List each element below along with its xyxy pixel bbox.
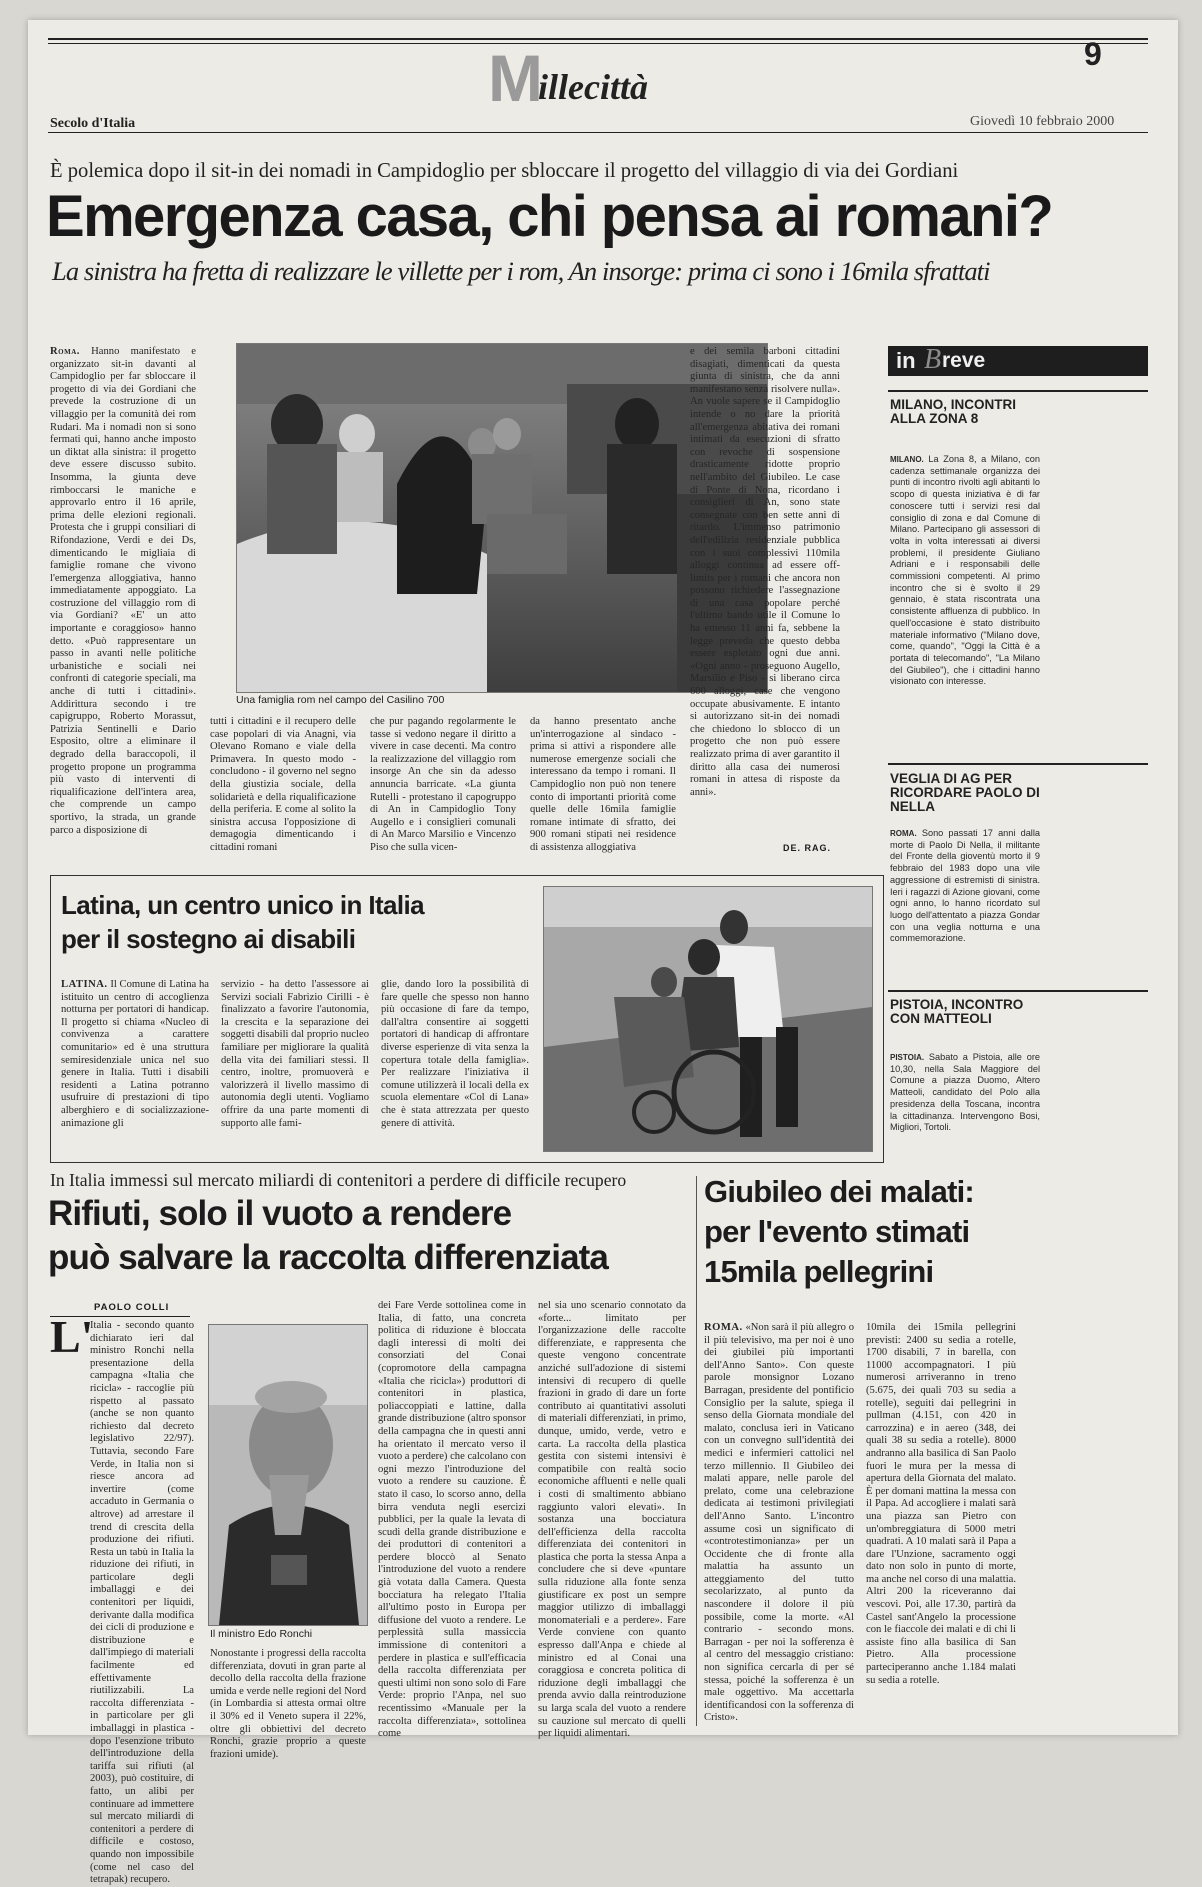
brief-1-dateline: MILANO. [890,455,924,464]
section-title [488,41,728,115]
brief-1-text-block [890,454,1040,754]
lead-col-3 [370,716,516,855]
rifiuti-col-3-text: dei Fare Verde sottolinea come in Italia, di fatto, una concreta politica di riduzione è bloccata dagli interessi di molti dei consorziati del Conai (copromotore della campagna «Italia che ricicla») produttori di contenitori in plastica, poliaccoppiati e lattine, dalla grande distribuzione (altro sponsor della campagna che in questi anni ha orientato il mercato verso il vuoto a perdere) che calcolano con ogni mezzo l'introduzione del vuoto a rendere su cauzione. È stato il caso, lo scorso anno, della birra venduta negli esercizi pubblici, per la quale la levata di scudi della grande distribuzione e dei produttori di contenitori a perdere bloccò al Senato l'introduzione del vuoto a rendere già votata dalla Camera. Questa bocciatura ha relegato l'Italia all'ultimo posto in Europa per diffusione del vuoto a rendere. Le perplessità sulla massiccia immissione di contenitori a perdere in plastica e sull'efficacia della raccolta differenziata per questi ultimi non sono solo di Fare Verde: proprio l'Anpa, nel suo recentissimo «Manuale per la raccolta differenziata», sottolinea come [378,1300,526,1740]
masthead-top-rule [48,38,1148,40]
lead-col-5 [690,346,840,840]
rifiuti-col-1 [50,1320,194,1886]
newspaper-page [28,20,1178,1886]
rifiuti-col-2-text: Nonostante i progressi della raccolta differenziata, dovuti in gran parte al decollo della raccolta della frazione umida e verde nelle regioni del Nord (in Lombardia si attesta ormai oltre il 30% ed il Veneto supera il 22%, oltre gli obbiettivi del decreto Ronchi, grazie proprio a queste frazioni umide). [210,1648,366,1760]
brief-3-title: PISTOIA, INCONTRO CON MATTEOLI [890,997,1024,1026]
lead-headline: Emergenza casa, chi pensa ai romani? [46,184,1053,249]
briefs-header-rest: reve [942,349,986,372]
rifiuti-photo [208,1324,368,1626]
paper-name: Secolo d'Italia [50,116,136,131]
lead-subheadline: La sinistra ha fretta di realizzare le villette per i rom, An insorge: prima ci sono i 16mila sfrattati [52,256,990,286]
brief-2-text-block [890,828,1040,982]
lead-col-1-text: Hanno manifestato e organizzato sit-in davanti al Campidoglio per far sbloccare il progetto di via dei Gordiani che prevede la costruzione di un villaggio per la comunità dei rom Rudari. Ma i nomadi non si sono fermati qui, hanno anche imposto un diktat alla sinistra: il progetto deve essere discusso subito. Insomma, la giunta deve rimboccarsi le maniche e approvarlo entro il 16 aprile, prima delle elezioni regionali. Protesta che i gruppi consiliari di Rifondazione, Verdi e dei Ds, dimenticando le migliaia di famiglie romane che vivono l'emergenza alloggiativa, hanno immediatamente appoggiato. La costruzione del villaggio rom di via Gordiani? «E' un atto importante e coraggioso» hanno detto. «Può rappresentare un passo in avanti nelle politiche urbanistiche e sociali nei confronti di categorie speciali, ma anche di tutti i cittadini». Addirittura secondo i tre capigruppo, Roberto Morassut, Patrizia Sentinelli e Dario Esposito, oltre a eliminare il degrado della baraccopoli, il progetto propone un programma più vasto di interventi di riqualificazione dell'intera area, che comprende un campo sportivo, la strada, un grande parco a disposizione di [50,346,196,836]
briefs-sidebar [888,342,1178,1232]
rifiuti-kicker: In Italia immessi sul mercato miliardi di contenitori a perdere di difficile recupero [50,1170,627,1190]
lead-col-3-text: che pur pagando regolarmente le tasse si vedono negare il diritto a vivere in case decenti. Ma contro la realizzazione del villaggio rom insorge An che sin da adesso annuncia barricate. «La giunta Rutelli - protestano il capogruppo di An in Campidoglio Tony Augello e i consiglieri comunali di An Marco Marsilio e Vincenzo Piso che sulla vicen- [370,716,516,853]
rifiuti-col-1-text: Italia - secondo quanto dichiarato ieri dal ministro Ronchi nella presentazione della campagna «Italia che ricicla» - raccoglie più rispetto al passato (anche se non quanto richiesto dal decreto legislativo 22/97). Tuttavia, secondo Fare Verde, in Italia non si riesce ancora ad invertire (come accaduto in Germania o altrove) ad arrestare il trend di crescita della produzione dei rifiuti. Resta un tabù in Italia la riduzione dei rifiuti, in particolare degli imballaggi e dei contenitori per liquidi, derivante dalla modifica dei cicli di produzione e distribuzione e dall'impiego di materiali facilmente ed effettivamente riutilizzabili. La raccolta differenziata - in particolare per gli imballaggi in plastica - dopo l'esenzione tributo dell'introduzione della tariffa sui rifiuti (al 2003), può costituire, di fatto, un alibi per continuare ad immettere sul mercato miliardi di contenitori a perdere di difficile e costoso, quando non impossibile (come nel caso del tetrapak) recupero. [90,1320,194,1886]
section-masthead [28,20,1178,130]
brief-2-dateline: ROMA. [890,829,917,838]
briefs-rule-1 [888,390,1148,392]
briefs-rule-3 [888,990,1148,992]
brief-2-text: Sono passati 17 anni dalla morte di Paolo Di Nella, il militante del Fronte della gioventù morto il 9 febbraio del 1983 dopo una vile aggressione di estremisti di sinistra. Ieri i ragazzi di Azione giovani, come ogni anno, lo hanno ricordato sul luogo dell'attentato a piazza Gondar con una veglia notturna e una commemorazione. [890,828,1040,944]
latina-col-3-text: glie, dando loro la possibilità di fare quelle che spesso non hanno più occasione di fare da tempo, dall'altra consentire ai soggetti portatori di handicap di affrontare diverse esperienze di vita senza la copertura totale della famiglia». Per realizzare l'iniziativa il comune utilizzerà il locali della ex scuola elementare «Col di Lana» che è stata attrezzata per questo genere di attività. [381,979,529,1129]
brief-3-dateline: PISTOIA. [890,1053,925,1062]
latina-col-2 [221,979,369,1149]
latina-col-3 [381,979,529,1149]
lead-col-2 [210,716,356,855]
rom-family-photo-image [237,344,767,692]
page-number: 9 [1084,36,1102,72]
brief-1-text: La Zona 8, a Milano, con cadenza settimanale organizza dei punti di incontro rivolti agli abitanti lo scopo di questa iniziativa è di far conoscere tutti i servizi resi dal consiglio di zona e dal Comune di Milano. Partecipano gli assessori di volta in volta interessati ai diversi problemi, il presidente Giuliano Adriani e i responsabili delle commissioni competenti. Al primo incontro che si è svolto il 29 gennaio, è stata riscontrata una consistente affluenza di pubblico. In quell'occasione è stato distribuito materiale informativo ("Milano dove, come, quando", "Oggi la Città è a portata di telecomando", "La Milano del Giubileo"), che i cittadini hanno visionato con interesse. [890,454,1040,687]
latina-headline-1: Latina, un centro unico in Italia [61,890,425,920]
issue-date: Giovedì 10 febbraio 2000 [970,114,1115,129]
lead-col-1 [50,346,196,855]
rifiuti-col-3 [378,1300,526,1740]
giubileo-col-1-text: «Non sarà il più allegro o il più televisivo, ma per noi è uno dei giubilei più importanti dell'Anno Santo». Con queste parole monsignor Lozano Barragan, presidente del pontificio Consiglio per la salute, spiega il senso della Giornata mondiale del malato, conclusa ieri in Vaticano con un convegno sull'identità dei medici e infermieri cattolici nel terzo millennio. Il Giubileo dei malati appare, nelle parole del prelato, come una celebrazione dedicata ai testimoni privilegiati dell'Anno Santo. L'incontro assume così un significato di «controtestimonianza» per un Occidente che di fronte alla malattia ha assunto un atteggiamento del tutto secolarizzato, al punto da nascondere il dolore il più possibile, come la morte. «Al contrario - secondo mons. Barragan - per noi la sofferenza è al centro del messaggio cristiano: non significa cercarla di per sé stessa, poiché la sofferenza è un male oggettivo. Ma accettarla identificandosi con la sofferenza di Cristo». [704,1322,854,1724]
section-name: illecittà [538,67,648,107]
rifiuti-photo-caption: Il ministro Edo Ronchi [210,1628,313,1640]
latina-col-1-text: Il Comune di Latina ha istituito un centro di accoglienza notturna per portatori di handicap. Il progetto si chiama «Nucleo di convivenza a carattere comunitario» ed è una struttura semiresidenziale unica nel suo genere in Italia. Tutti i disabili residenti a Latina potranno usufruire di prestazioni di tipo alberghiero e di socializzazione-animazione gli [61,979,209,1129]
lead-col-4-text: da hanno presentato anche un'interrogazione al sindaco - prima si attivi a rispondere alle numerose emergenze sociali che interessano da tempo i romani. Il Campidoglio non può non tenere conto di importanti priorità come quelle delle 16mila famiglie romane intimate di sfratto, dei 900 romani stipati nei residence di assistenza alloggiativa [530,716,676,853]
latina-col-2-text: servizio - ha detto l'assessore ai Servizi sociali Fabrizio Cirilli - è finalizzato a favorire l'autonomia, la crescita e la separazione dei soggetti disabili dal proprio nucleo familiare per migliorare la qualità della vita dei familiari stessi. Il centro, inoltre, promuoverà e valorizzerà il livello massimo di autonomia degli utenti. Vogliamo offrire da una parte momenti di supporto alle fami- [221,979,369,1129]
briefs-header [888,346,1148,376]
brief-2-title: VEGLIA DI AG PER RICORDARE PAOLO DI NELLA [890,771,1040,814]
disabled-person-photo-image [544,887,872,1151]
latina-box [50,875,884,1163]
lead-photo-caption: Una famiglia rom nel campo del Casilino 700 [236,694,445,706]
briefs-header-prefix: in [896,348,916,373]
lead-col-4 [530,716,676,855]
rifiuti-drop-cap: L' [50,1311,94,1362]
rifiuti-col-4-text: nel sia uno scenario connotato da «forte... limitato per l'organizzazione delle raccolte differenziate, e rappresenta che queste vengono concentrate anziché sull'adozione di sistemi intensivi di recupero di quelle frazioni in grado di dare un forte contributo ai quantitativi assoluti di materiali differenziati, in primo, dunque, umido, verde, vetro e carta. La raccolta della plastica gestita con sistemi intensivi è compatibile con realtà socio economiche affluenti e nelle quali i costi di smaltimento abbiano raggiunto valori elevati». In sostanza una bocciatura dell'efficienza della raccolta differenziata dei contenitori in plastica che porta la stessa Anpa a concludere che si deve «puntare sulla riduzione alla fonte senza giustificare ex post un sempre maggior utilizzo di imballaggi monomateriali e a perdere». Fare Verde conviene con quanto espresso dall'Anpa e chiede al ministro ed al Conai una coraggiosa e concreta politica di riduzione degli imballaggi che prenda avvio dalla reintroduzione su larga scala del vuoto a rendere su cauzione sul mercato di quelli per liquidi alimentari. [538,1300,686,1740]
briefs-rule-2 [888,763,1148,765]
giubileo-col-2 [866,1322,1016,1732]
masthead-bottom-rule [48,132,1148,133]
section-initial-m: M [488,41,543,115]
giubileo-dateline: ROMA. [704,1322,743,1333]
lead-kicker: È polemica dopo il sit-in dei nomadi in Campidoglio per sbloccare il progetto del villaggio di via dei Gordiani [50,160,959,182]
giubileo-headline-2: per l'evento stimati [704,1214,970,1249]
minister-ronchi-photo-image [209,1325,367,1625]
giubileo-headline-3: 15mila pellegrini [704,1254,934,1289]
brief-3-text: Sabato a Pistoia, alle ore 10,30, nella Sala Maggiore del Comune a piazza Duomo, Altero Matteoli, candidato del Polo alla presidenza della Toscana, incontra la cittadinanza. Intervengono Bosi, Migliori, Tortoli. [890,1052,1040,1133]
giubileo-divider [696,1176,697,1726]
rifiuti-col-4 [538,1300,686,1740]
rifiuti-col-2 [210,1648,366,1760]
giubileo-headline-1: Giubileo dei malati: [704,1174,974,1209]
rifiuti-article [28,1170,798,1886]
latina-headline-2: per il sostegno ai disabili [61,924,356,954]
rifiuti-headline-1: Rifiuti, solo il vuoto a rendere [48,1194,512,1233]
rifiuti-byline: PAOLO COLLI [94,1302,170,1313]
giubileo-col-1 [704,1322,854,1732]
latina-col-1 [61,979,209,1149]
lead-photo [236,343,768,693]
giubileo-article [704,1170,1164,1735]
latina-photo [543,886,873,1152]
briefs-header-initial: B [924,344,942,375]
latina-dateline: LATINA. [61,979,108,990]
rifiuti-headline-2: può salvare la raccolta differenziata [48,1238,608,1277]
lead-byline: DE. RAG. [783,843,832,853]
brief-1-title: MILANO, INCONTRI ALLA ZONA 8 [890,397,1016,426]
lead-col-2-text: tutti i cittadini e il recupero delle case popolari di via Anagni, via Olevano Romano e viale della Primavera. In questo modo - concludono - il governo nel segno della giustizia sociale, della solidarietà e della riqualificazione della periferia. E come al solito la sinistra accusa l'opposizione di demagogia dimenticando i cittadini romani [210,716,356,853]
lead-col-5-text: e dei semila barboni cittadini disagiati, dimenticati da questa giunta di sinistra, che da anni manifestano senza risolvere nulla». An vuole sapere se il Campidoglio intende o no dare la priorità all'emergenza abitativa dei romani intimati da esecuzioni di sfratto con revoche di sospensione drasticamente ridotte proprio nell'ambito del Giubileo. Le case di Ponte di Nona, ricordano i consiglieri di An, sono state consegnate con ben sette anni di ritardo. L'immenso patrimonio dell'edilizia residenziale pubblica con i suoi complessivi 110mila alloggi continua ad essere off-limits per i romani che ancora non possono richiedere l'assegnazione di una casa popolare perché l'ultimo bando utile il Comune lo ha emesso 11 anni fa, sebbene la legge preveda che questo debba essere espletato ogni due anni. «Ogni anno - proseguono Augello, Marsilio e Piso - si liberano circa 600 alloggi, case che vengono occupate abusivamente. E intanto si autorizzano sit-in dei nomadi che chiedono lo sblocco di un progetto che non può essere realizzato prima di aver garantito il diritto alla casa dei numerosi romani in attesa di risposte da anni». [690,346,840,798]
lead-dateline: Roma. [50,346,80,357]
giubileo-col-2-text: 10mila dei 15mila pellegrini previsti: 2400 su sedia a rotelle, 1700 disabili, 7 in barella, con 11000 accompagnatori. I più numerosi arriveranno in treno (5.675, dei quali 703 su sedia a rotelle), seguiti dai pellegrini in pullman (4.151, con 420 in carrozzina) e in aereo (348, dei quali 38 su sedia a rotelle). 8000 andranno alla basilica di San Paolo fuori le mura per la messa di apertura della Giornata del malato. È per domani mattina la messa con il Papa. Ad accogliere i malati sarà una piazza san Pietro con un'ombreggiatura di 5000 metri quadrati. A 10 malati sarà il Papa a dare l'Unzione, sacramento oggi dato non solo in punto di morte, ma anche nel corso di una malattia. Altri 200 la riceveranno dai vescovi. Poi, alle 17.30, partirà da Castel sant'Angelo la processione con le fiaccole dei malati e di chi li assiste fino alla basilica di San Pietro. Alla processione parteciperanno anche 1.184 malati su sedia a rotelle. [866,1322,1016,1686]
